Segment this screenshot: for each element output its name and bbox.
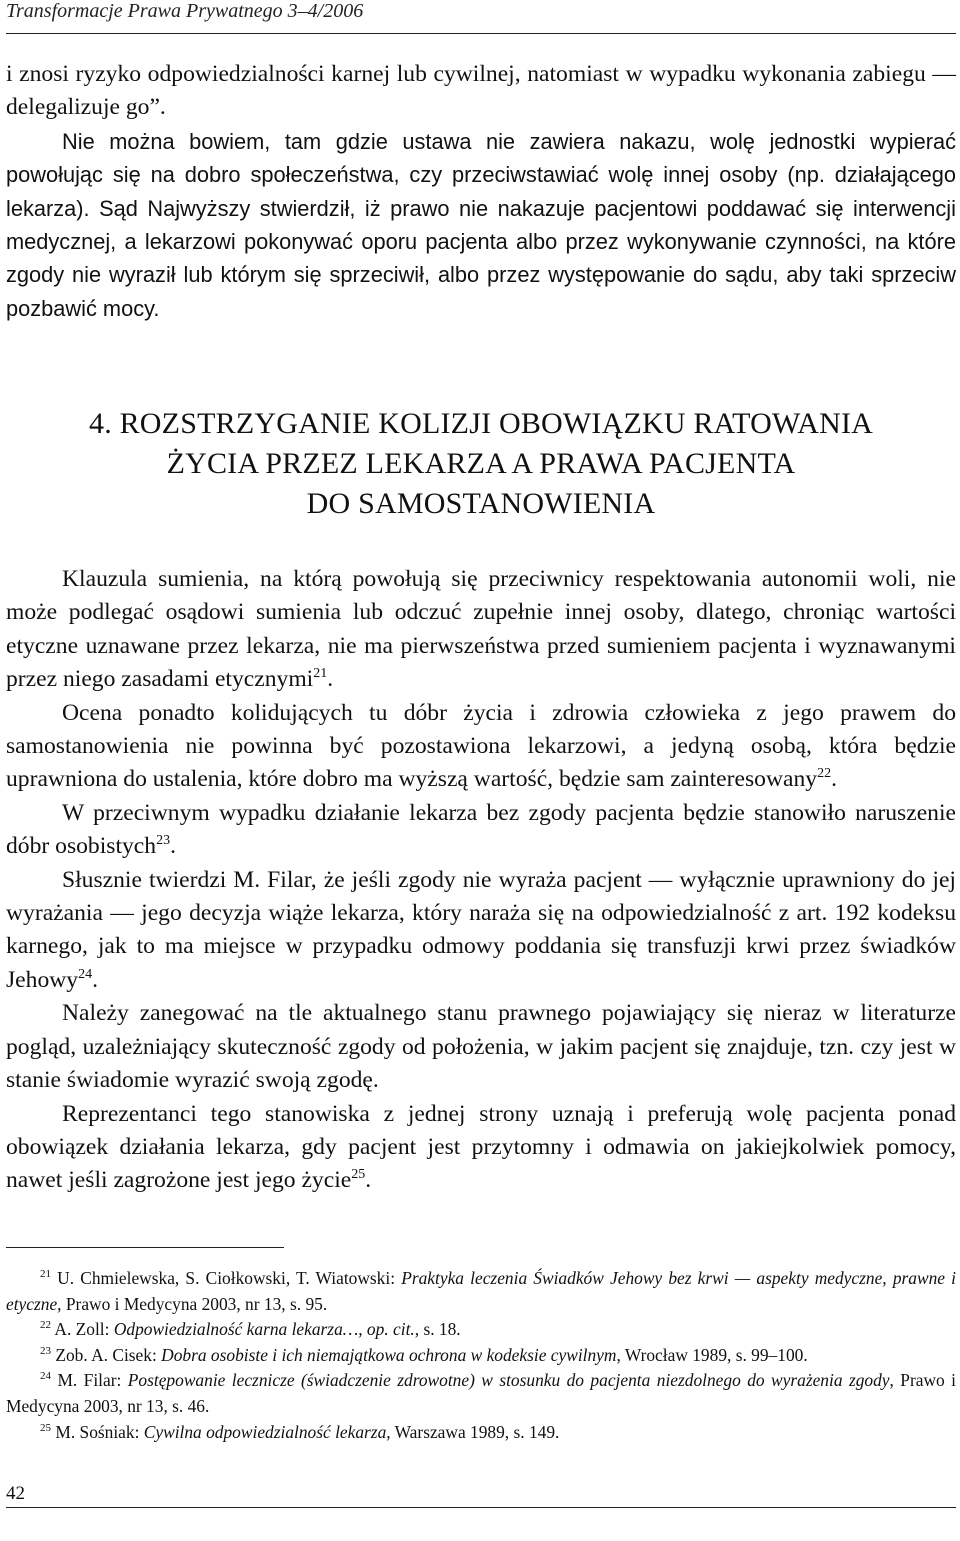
paragraph-end: . bbox=[365, 1167, 372, 1194]
paragraph-klauzula bbox=[6, 563, 956, 697]
paragraph-end: . bbox=[92, 966, 98, 993]
footnote-author: M. Filar: bbox=[57, 1370, 128, 1391]
footnote-author: M. Sośniak: bbox=[55, 1421, 144, 1442]
section-heading-line-1: 4. ROZSTRZYGANIE KOLIZJI OBOWIĄZKU RATOWANIA bbox=[89, 407, 873, 440]
footnote-source: , Prawo i Medycyna 2003, nr 13, s. 46. bbox=[6, 1370, 957, 1416]
paragraph-ocena bbox=[6, 697, 956, 797]
running-header: Transformacje Prawa Prywatnego 3–4/2006 bbox=[6, 0, 364, 22]
continuation-paragraph-2: Nie można bowiem, tam gdzie ustawa nie zawiera nakazu, wolę jednostki wypierać powołując się na dobro społeczeństwa, czy przeciwstawiać wolę innej osoby (np. działającego lekarza). Sąd Najwyższy stwierdził, iż prawo nie nakazuje pacjentowi poddawać się interwencji medycznej, a lekarzowi pokonywać oporu pacjenta albo przez wykonywanie czynności, na które zgody nie wyraził lub którym się sprzeciwił, albo przez występowanie do sądu, aby taki sprzeciw pozbawić mocy. bbox=[6, 128, 956, 321]
section-heading-line-3: DO SAMOSTANOWIENIA bbox=[306, 487, 656, 520]
footnote-title: Odpowiedzialność karna lekarza…, op. cit. bbox=[113, 1319, 415, 1340]
section-body bbox=[6, 563, 956, 1198]
paragraph-end: . bbox=[831, 766, 837, 793]
footnote-ref-23[interactable]: 23 bbox=[156, 833, 171, 849]
footnote-23 bbox=[6, 1343, 956, 1369]
footnote-author: A. Zoll: bbox=[54, 1319, 114, 1340]
footnote-ref-24[interactable]: 24 bbox=[78, 967, 93, 983]
page-bottom-rule bbox=[6, 1507, 956, 1508]
footnote-number: 21 bbox=[40, 1268, 51, 1281]
paragraph-text: Klauzula sumienia, na którą powołują się przeciwnicy respektowania autonomii woli, nie może podlegać osądowi sumienia lub odczuć zupełnie innej osoby, dlatego, chroniąc wartości etyczne uznawane przez lekarza, nie ma pierwszeństwa przed sumieniem pacjenta i wyznawanymi przez niego zasadami etycznymi bbox=[6, 566, 956, 693]
paragraph-nalezy: Należy zanegować na tle aktualnego stanu prawnego pojawiający się nieraz w literaturze pogląd, uzależniający skuteczność zgody od położenia, w jakim pacjent się znajduje, tzn. czy jest w stanie świadomie wyrazić swoją zgodę. bbox=[6, 1000, 956, 1094]
footnote-24 bbox=[6, 1368, 956, 1419]
footnotes bbox=[6, 1266, 956, 1445]
footnote-title: Cywilna odpowiedzialność lekarza bbox=[143, 1421, 387, 1442]
paragraph-reprezentanci bbox=[6, 1098, 956, 1198]
footnote-ref-25[interactable]: 25 bbox=[351, 1167, 366, 1183]
footnote-source: , Warszawa 1989, s. 149. bbox=[386, 1421, 560, 1442]
footnote-title: Postępowanie lecznicze (świadczenie zdrowotne) w stosunku do pacjenta niezdolnego do wyrażenia zgody bbox=[127, 1370, 890, 1391]
footnote-title: Dobra osobiste i ich niemajątkowa ochrona w kodeksie cywilnym bbox=[161, 1344, 617, 1365]
paragraph-end: . bbox=[327, 666, 334, 693]
footnote-source: , s. 18. bbox=[414, 1319, 461, 1340]
footnote-number: 24 bbox=[40, 1370, 51, 1383]
footnote-separator bbox=[6, 1247, 284, 1248]
paragraph-text: W przeciwnym wypadku działanie lekarza bez zgody pacjenta będzie stanowiło naruszenie dóbr osobistych bbox=[6, 799, 956, 860]
footnote-25 bbox=[6, 1420, 956, 1446]
footnote-title: Praktyka leczenia Świadków Jehowy bez krwi — aspekty medyczne, prawne i etyczne bbox=[6, 1268, 956, 1314]
continuation-paragraph-1: i znosi ryzyko odpowiedzialności karnej lub cywilnej, natomiast w wypadku wykonania zabiegu — delegalizuje go”. bbox=[6, 61, 956, 121]
paragraph-slusznie bbox=[6, 864, 956, 998]
footnote-number: 25 bbox=[40, 1421, 51, 1434]
continuation-text bbox=[6, 58, 956, 325]
paragraph-przeciwnym bbox=[6, 797, 956, 864]
paragraph-text: Ocena ponadto kolidujących tu dóbr życia i zdrowia człowieka z jego prawem do samostanowienia nie powinna być pozostawiona lekarzowi, a jedyną osobą, która będzie uprawniona do ustalenia, które dobro ma wyższą wartość, będzie sam zainteresowany bbox=[6, 699, 956, 793]
page-number: 42 bbox=[6, 1483, 25, 1504]
section-heading-line-2: ŻYCIA PRZEZ LEKARZA A PRAWA PACJENTA bbox=[166, 447, 796, 480]
footnote-author: Zob. A. Cisek: bbox=[55, 1344, 162, 1365]
footnote-number: 22 bbox=[40, 1319, 51, 1332]
paragraph-end: . bbox=[170, 833, 176, 860]
footnote-22 bbox=[6, 1317, 956, 1343]
footnote-source: , Prawo i Medycyna 2003, nr 13, s. 95. bbox=[57, 1293, 328, 1314]
footnote-source: , Wrocław 1989, s. 99–100. bbox=[616, 1344, 808, 1365]
footnote-number: 23 bbox=[40, 1344, 51, 1357]
header-rule bbox=[6, 33, 956, 34]
paragraph-text: Słusznie twierdzi M. Filar, że jeśli zgody nie wyraża pacjent — wyłącznie uprawniony do jej wyrażania — jego decyzja wiąże lekarza, który naraża się na odpowiedzialność z art. 192 kodeksu karnego, jak to ma miejsce w przypadku odmowy poddania się transfuzji krwi przez świadków Jehowy bbox=[6, 866, 956, 993]
section-heading bbox=[6, 404, 956, 524]
footnote-ref-22[interactable]: 22 bbox=[817, 766, 832, 782]
footnote-author: U. Chmielewska, S. Ciołkowski, T. Wiatowski: bbox=[57, 1268, 402, 1288]
footnote-21 bbox=[6, 1266, 956, 1317]
paragraph-text: Reprezentanci tego stanowiska z jednej strony uznają i preferują wolę pacjenta ponad obowiązek działania lekarza, gdy pacjent jest przytomny i odmawia on jakiejkolwiek pomocy, nawet jeśli zagrożone jest jego życie bbox=[6, 1100, 956, 1194]
footnote-ref-21[interactable]: 21 bbox=[313, 666, 328, 682]
